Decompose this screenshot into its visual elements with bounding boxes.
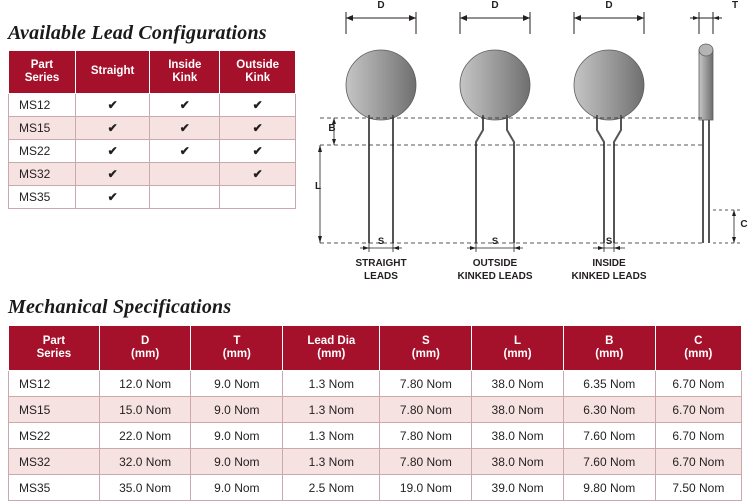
cell-inside-kink-check — [150, 163, 220, 186]
cell-l: 38.0 Nom — [472, 397, 564, 423]
table-row — [9, 186, 296, 209]
table-header-row — [9, 326, 742, 371]
cell-s: 19.0 Nom — [380, 475, 472, 501]
column-header-b — [563, 326, 655, 371]
cell-straight-check: ✔ — [75, 186, 149, 209]
dimension-label-b: B — [328, 123, 336, 134]
header-line-1: S — [422, 334, 430, 347]
cell-part-series: MS22 — [9, 423, 100, 449]
cell-d: 12.0 Nom — [99, 371, 191, 397]
cell-t: 9.0 Nom — [191, 371, 283, 397]
cell-outside-kink-check — [220, 186, 296, 209]
cell-b: 9.80 Nom — [563, 475, 655, 501]
caption-line-1: STRAIGHT — [355, 258, 407, 269]
header-line-1: Outside — [236, 58, 280, 71]
cell-part-series: MS35 — [9, 186, 76, 209]
header-line-2: (mm) — [684, 348, 713, 360]
lead-configurations-title: Available Lead Configurations — [8, 22, 267, 44]
cell-outside-kink-check: ✔ — [220, 140, 296, 163]
dimension-label-c: C — [740, 219, 748, 230]
cell-part-series: MS12 — [9, 371, 100, 397]
lead-configurations-table — [8, 50, 296, 209]
cell-t: 9.0 Nom — [191, 475, 283, 501]
cell-c: 7.50 Nom — [655, 475, 741, 501]
header-line-1: Part — [42, 334, 66, 347]
header-line-1: Lead Dia — [307, 334, 356, 347]
cell-straight-check: ✔ — [75, 94, 149, 117]
column-header-c — [655, 326, 741, 371]
column-header-part-series — [9, 51, 76, 94]
cell-inside-kink-check: ✔ — [150, 140, 220, 163]
dimension-label-d-3: D — [605, 0, 613, 11]
column-header-s — [380, 326, 472, 371]
dimension-label-d-1: D — [377, 0, 385, 11]
header-line-1: C — [694, 334, 703, 347]
header-line-1: Part — [30, 58, 54, 71]
header-line-2: Series — [36, 348, 72, 360]
cell-l: 38.0 Nom — [472, 423, 564, 449]
cell-d: 32.0 Nom — [99, 449, 191, 475]
mechanical-specifications-title: Mechanical Specifications — [8, 296, 232, 318]
thermistor-lead-diagram — [310, 0, 750, 290]
dimension-label-s-3: S — [605, 236, 613, 247]
cell-d: 15.0 Nom — [99, 397, 191, 423]
cell-lead-dia: 1.3 Nom — [283, 423, 380, 449]
cell-t: 9.0 Nom — [191, 397, 283, 423]
cell-part-series: MS12 — [9, 94, 76, 117]
cell-part-series: MS32 — [9, 163, 76, 186]
caption-straight-leads — [331, 258, 431, 283]
cell-c: 6.70 Nom — [655, 397, 741, 423]
cell-outside-kink-check: ✔ — [220, 163, 296, 186]
cell-straight-check: ✔ — [75, 117, 149, 140]
table-row — [9, 163, 296, 186]
header-line-2: (mm) — [222, 348, 251, 360]
header-line-1: Straight — [90, 65, 135, 78]
table-row — [9, 397, 742, 423]
column-header-outside-kink — [220, 51, 296, 94]
cell-lead-dia: 2.5 Nom — [283, 475, 380, 501]
header-line-2: Kink — [245, 72, 271, 84]
header-line-1: D — [140, 334, 150, 347]
cell-inside-kink-check — [150, 186, 220, 209]
cell-lead-dia: 1.3 Nom — [283, 397, 380, 423]
column-header-l — [472, 326, 564, 371]
caption-inside-kinked-leads — [559, 258, 659, 283]
cell-s: 7.80 Nom — [380, 449, 472, 475]
column-header-inside-kink — [150, 51, 220, 94]
header-line-1: Inside — [168, 58, 202, 71]
caption-line-2: LEADS — [364, 270, 398, 282]
table-row — [9, 117, 296, 140]
cell-s: 7.80 Nom — [380, 397, 472, 423]
cell-l: 38.0 Nom — [472, 371, 564, 397]
cell-s: 7.80 Nom — [380, 371, 472, 397]
cell-straight-check: ✔ — [75, 140, 149, 163]
column-header-part-series — [9, 326, 100, 371]
column-header-straight — [75, 51, 149, 94]
table-row — [9, 94, 296, 117]
column-header-lead-dia — [283, 326, 380, 371]
cell-b: 6.30 Nom — [563, 397, 655, 423]
cell-t: 9.0 Nom — [191, 449, 283, 475]
caption-line-2: KINKED LEADS — [571, 270, 647, 282]
caption-outside-kinked-leads — [445, 258, 545, 283]
cell-inside-kink-check: ✔ — [150, 94, 220, 117]
caption-line-1: OUTSIDE — [472, 258, 518, 269]
cell-c: 6.70 Nom — [655, 371, 741, 397]
header-line-1: T — [233, 334, 241, 347]
cell-lead-dia: 1.3 Nom — [283, 371, 380, 397]
cell-c: 6.70 Nom — [655, 423, 741, 449]
dimension-label-s-2: S — [491, 236, 499, 247]
cell-d: 22.0 Nom — [99, 423, 191, 449]
header-line-2: (mm) — [131, 348, 160, 360]
caption-line-1: INSIDE — [592, 258, 626, 269]
cell-outside-kink-check: ✔ — [220, 94, 296, 117]
header-line-1: B — [605, 334, 614, 347]
cell-part-series: MS35 — [9, 475, 100, 501]
table-row — [9, 371, 742, 397]
cell-inside-kink-check: ✔ — [150, 117, 220, 140]
column-header-d — [99, 326, 191, 371]
header-line-1: L — [514, 334, 522, 347]
table-row — [9, 423, 742, 449]
dimension-label-t: T — [731, 0, 739, 11]
dimension-label-d-2: D — [491, 0, 499, 11]
cell-part-series: MS22 — [9, 140, 76, 163]
cell-l: 39.0 Nom — [472, 475, 564, 501]
cell-straight-check: ✔ — [75, 163, 149, 186]
header-line-2: (mm) — [411, 348, 440, 360]
cell-part-series: MS15 — [9, 117, 76, 140]
dimension-label-l: L — [314, 181, 322, 192]
cell-s: 7.80 Nom — [380, 423, 472, 449]
cell-t: 9.0 Nom — [191, 423, 283, 449]
table-row — [9, 140, 296, 163]
header-line-2: (mm) — [595, 348, 624, 360]
cell-outside-kink-check: ✔ — [220, 117, 296, 140]
caption-line-2: KINKED LEADS — [457, 270, 533, 282]
cell-part-series: MS15 — [9, 397, 100, 423]
mechanical-specifications-table — [8, 325, 742, 501]
cell-d: 35.0 Nom — [99, 475, 191, 501]
cell-b: 7.60 Nom — [563, 449, 655, 475]
cell-part-series: MS32 — [9, 449, 100, 475]
cell-l: 38.0 Nom — [472, 449, 564, 475]
header-line-2: Series — [24, 72, 60, 84]
header-line-2: (mm) — [317, 348, 346, 360]
table-row — [9, 449, 742, 475]
header-line-2: Kink — [172, 72, 198, 84]
cell-c: 6.70 Nom — [655, 449, 741, 475]
table-header-row — [9, 51, 296, 94]
table-row — [9, 475, 742, 501]
cell-b: 6.35 Nom — [563, 371, 655, 397]
dimension-label-s-1: S — [377, 236, 385, 247]
header-line-2: (mm) — [503, 348, 532, 360]
cell-lead-dia: 1.3 Nom — [283, 449, 380, 475]
column-header-t — [191, 326, 283, 371]
cell-b: 7.60 Nom — [563, 423, 655, 449]
